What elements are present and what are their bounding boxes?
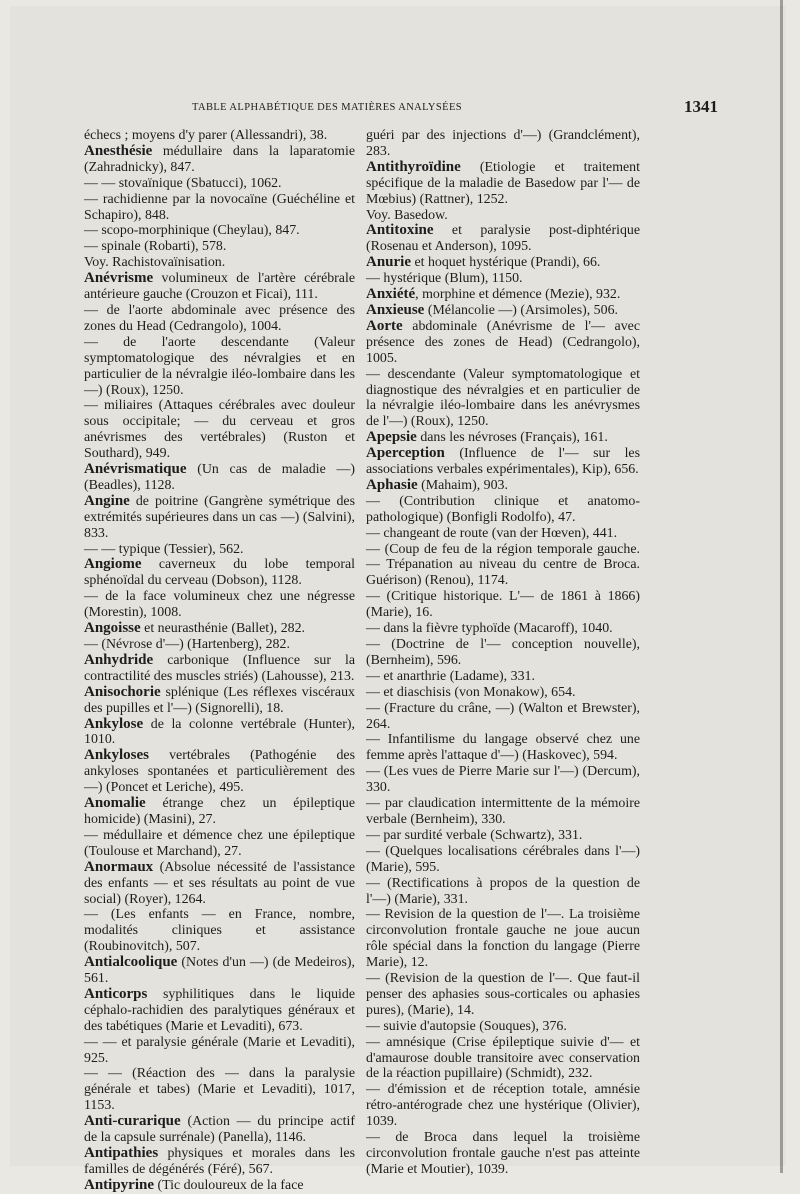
index-entry: Aphasie (Mahaim), 903.: [366, 476, 508, 493]
index-entry: — spinale (Robarti), 578.: [84, 239, 227, 255]
index-entry: Ankylose de la colonne vertébrale (Hunter), 1010.: [84, 715, 355, 748]
index-entry: — — (Réaction des — dans la paralysie générale et tabes) (Marie et Levaditi), 1017, 1153.: [84, 1066, 355, 1114]
index-entry: — (Névrose d'—) (Hartenberg), 282.: [84, 637, 290, 652]
index-entry: Anesthésie médullaire dans la laparatomie (Zahradnicky), 847.: [84, 142, 355, 175]
index-entry: Anurie et hoquet hystérique (Prandi), 66.: [366, 254, 601, 271]
index-entry: échecs ; moyens d'y parer (Allessandri), 38.: [84, 128, 328, 143]
index-entry: — (Contribution clinique et anatomo-pathologique) (Bonfigli Rodolfo), 47.: [366, 493, 640, 525]
index-entry: Anxiété, morphine et démence (Mezie), 932.: [366, 286, 621, 303]
index-entry: — hystérique (Blum), 1150.: [366, 271, 523, 287]
index-entry: Anhydride carbonique (Influence sur la contractilité des muscles striés) (Lahousse), 213.: [84, 651, 355, 684]
index-column-right: [366, 128, 640, 1178]
index-entry: Ankyloses vertébrales (Pathogénie des ankyloses spontanées et particulièrement des —) (Poncet et Leriche), 495.: [84, 747, 355, 796]
index-entry: — (Quelques localisations cérébrales dans l'—) (Marie), 595.: [366, 843, 640, 875]
index-entry: — de l'aorte descendante (Valeur symptomatologique des névralgies et en particulier de la névralgie iléo-lombaire dans les —) (Roux), 1250.: [84, 334, 355, 398]
index-entry: — scopo-morphinique (Cheylau), 847.: [84, 223, 300, 239]
index-entry: — Infantilisme du langage observé chez une femme après l'attaque d'—) (Haskovec), 594.: [366, 732, 640, 764]
index-entry: — (Coup de feu de la région temporale gauche. — Trépanation au niveau du centre de Broca. Guérison) (Renou), 1174.: [366, 541, 640, 589]
index-entry: Voy. Basedow.: [366, 207, 448, 223]
index-entry: — de la face volumineux chez une négresse (Morestin), 1008.: [84, 589, 355, 621]
index-entry: Antithyroïdine (Etiologie et traitement spécifique de la maladie de Basedow par l'— de Mœbius) (Rattner), 1252.: [366, 158, 640, 207]
index-entry: Aperception (Influence de l'— sur les associations verbales expérimentales), Kip), 656.: [366, 445, 640, 478]
index-entry: Anticorps syphilitiques dans le liquide céphalo-rachidien des paralytiques généraux et des tabétiques (Marie et Levaditi), 673.: [84, 985, 355, 1034]
index-entry: — (Les vues de Pierre Marie sur l'—) (Dercum), 330.: [366, 764, 640, 796]
index-entry: — rachidienne par la novocaïne (Guéchéline et Schapiro), 848.: [84, 191, 355, 223]
index-entry: Antipyrine (Tic douloureux de la face: [84, 1176, 304, 1193]
index-entry: — miliaires (Attaques cérébrales avec douleur sous occipitale; — du cerveau et gros anévrismes des vertébrales) (Ruston et Southard), 949.: [84, 398, 355, 462]
index-entry: — et diaschisis (von Monakow), 654.: [366, 684, 576, 700]
index-entry: Apepsie dans les névroses (Français), 161.: [366, 429, 608, 446]
index-entry: — par claudication intermittente de la mémoire verbale (Bernheim), 330.: [366, 796, 640, 827]
index-entry: — (Doctrine de l'— conception nouvelle), (Bernheim), 596.: [366, 637, 640, 668]
index-entry: — (Rectifications à propos de la question de l'—) (Marie), 331.: [366, 875, 640, 907]
index-entry: Angoisse et neurasthénie (Ballet), 282.: [84, 620, 306, 637]
index-entry: — descendante (Valeur symptomatologique et diagnostique des névralgies et en particulier de la névralgie iléo-lombaire dans les anévrysmes de l'—) (Roux), 1250.: [366, 366, 640, 430]
index-entry: — (Les enfants — en France, nombre, modalités cliniques et assistance (Roubinovitch), 507.: [84, 907, 355, 955]
page-edge-shadow: [780, 0, 783, 1173]
index-entry: Anormaux (Absolue nécessité de l'assistance des enfants — et ses résultats au point de vue social) (Royer), 1264.: [84, 858, 355, 907]
index-entry: Angine de poitrine (Gangrène symétrique des extrémités supérieures dans un cas —) (Salvini), 833.: [84, 492, 355, 541]
index-entry: — changeant de route (van der Hœven), 441.: [366, 525, 618, 541]
page-number: 1341: [684, 97, 718, 116]
index-entry: guéri par des injections d'—) (Grandclément), 283.: [366, 128, 640, 159]
index-entry: Antitoxine et paralysie post-diphtérique (Rosenau et Anderson), 1095.: [366, 222, 640, 255]
index-entry: — — stovaïnique (Sbatucci), 1062.: [84, 175, 282, 191]
index-entry: — (Revision de la question de l'—. Que faut-il penser des aphasies sous-corticales ou aphasies pures), (Marie), 14.: [366, 971, 640, 1018]
index-entry: — — et paralysie générale (Marie et Levaditi), 925.: [84, 1034, 355, 1066]
index-entry: Anévrisme volumineux de l'artère cérébrale antérieure gauche (Crouzon et Ficai), 111.: [84, 270, 355, 303]
index-entry: — Revision de la question de l'—. La troisième circonvolution frontale gauche ne joue aucun rôle spécial dans la fonction du langage (Pierre Marie), 12.: [366, 907, 640, 971]
index-entry: Antipathies physiques et morales dans les familles de dégénérés (Féré), 567.: [84, 1145, 355, 1177]
page-header: [60, 97, 750, 121]
index-entry: — et anarthrie (Ladame), 331.: [366, 668, 535, 684]
index-entry: — d'émission et de réception totale, amnésie rétro-antérograde chez une hystérique (Olivier), 1039.: [366, 1082, 640, 1130]
index-entry: Anxieuse (Mélancolie —) (Arsimoles), 506.: [366, 301, 618, 318]
index-entry: — amnésique (Crise épileptique suivie d'— et d'amaurose double transitoire avec conservation de la réaction pupillaire) (Schmidt), 232.: [366, 1034, 640, 1082]
index-entry: Aorte abdominale (Anévrisme de l'— avec présence des zones de Head) (Cedrangolo), 1005.: [366, 317, 640, 366]
index-entry: Anomalie étrange chez un épileptique homicide) (Masini), 27.: [84, 795, 355, 827]
index-entry: Antialcoolique (Notes d'un —) (de Medeiros), 561.: [84, 954, 355, 987]
index-entry: — médullaire et démence chez une épileptique (Toulouse et Marchand), 27.: [84, 827, 355, 859]
running-title: TABLE ALPHABÉTIQUE DES MATIÈRES ANALYSÉES: [192, 102, 463, 113]
index-entry: Anti-curarique (Action — du principe actif de la capsule surrénale) (Panella), 1146.: [84, 1113, 355, 1146]
index-entry: Anisochorie splénique (Les réflexes viscéraux des pupilles et l'—) (Signorelli), 18.: [84, 683, 355, 716]
index-entry: — (Critique historique. L'— de 1861 à 1866) (Marie), 16.: [366, 589, 640, 621]
index-entry: — (Fracture du crâne, —) (Walton et Brewster), 264.: [366, 700, 640, 732]
index-entry: — dans la fièvre typhoïde (Macaroff), 1040.: [366, 621, 613, 637]
index-column-left: [84, 128, 355, 1194]
index-entry: Anévrismatique (Un cas de maladie —) (Beadles), 1128.: [84, 461, 355, 493]
index-entry: Voy. Rachistovaïnisation.: [84, 255, 226, 271]
index-entry: — par surdité verbale (Schwartz), 331.: [366, 827, 583, 843]
index-entry: — suivie d'autopsie (Souques), 376.: [366, 1018, 567, 1034]
index-entry: — de Broca dans lequel la troisième circonvolution frontale gauche n'est pas atteinte (Marie et Moutier), 1039.: [366, 1130, 640, 1177]
index-entry: Angiome caverneux du lobe temporal sphénoïdal du cerveau (Dobson), 1128.: [84, 556, 355, 589]
index-entry: — — typique (Tessier), 562.: [84, 541, 244, 557]
index-entry: — de l'aorte abdominale avec présence des zones du Head (Cedrangolo), 1004.: [84, 302, 355, 334]
